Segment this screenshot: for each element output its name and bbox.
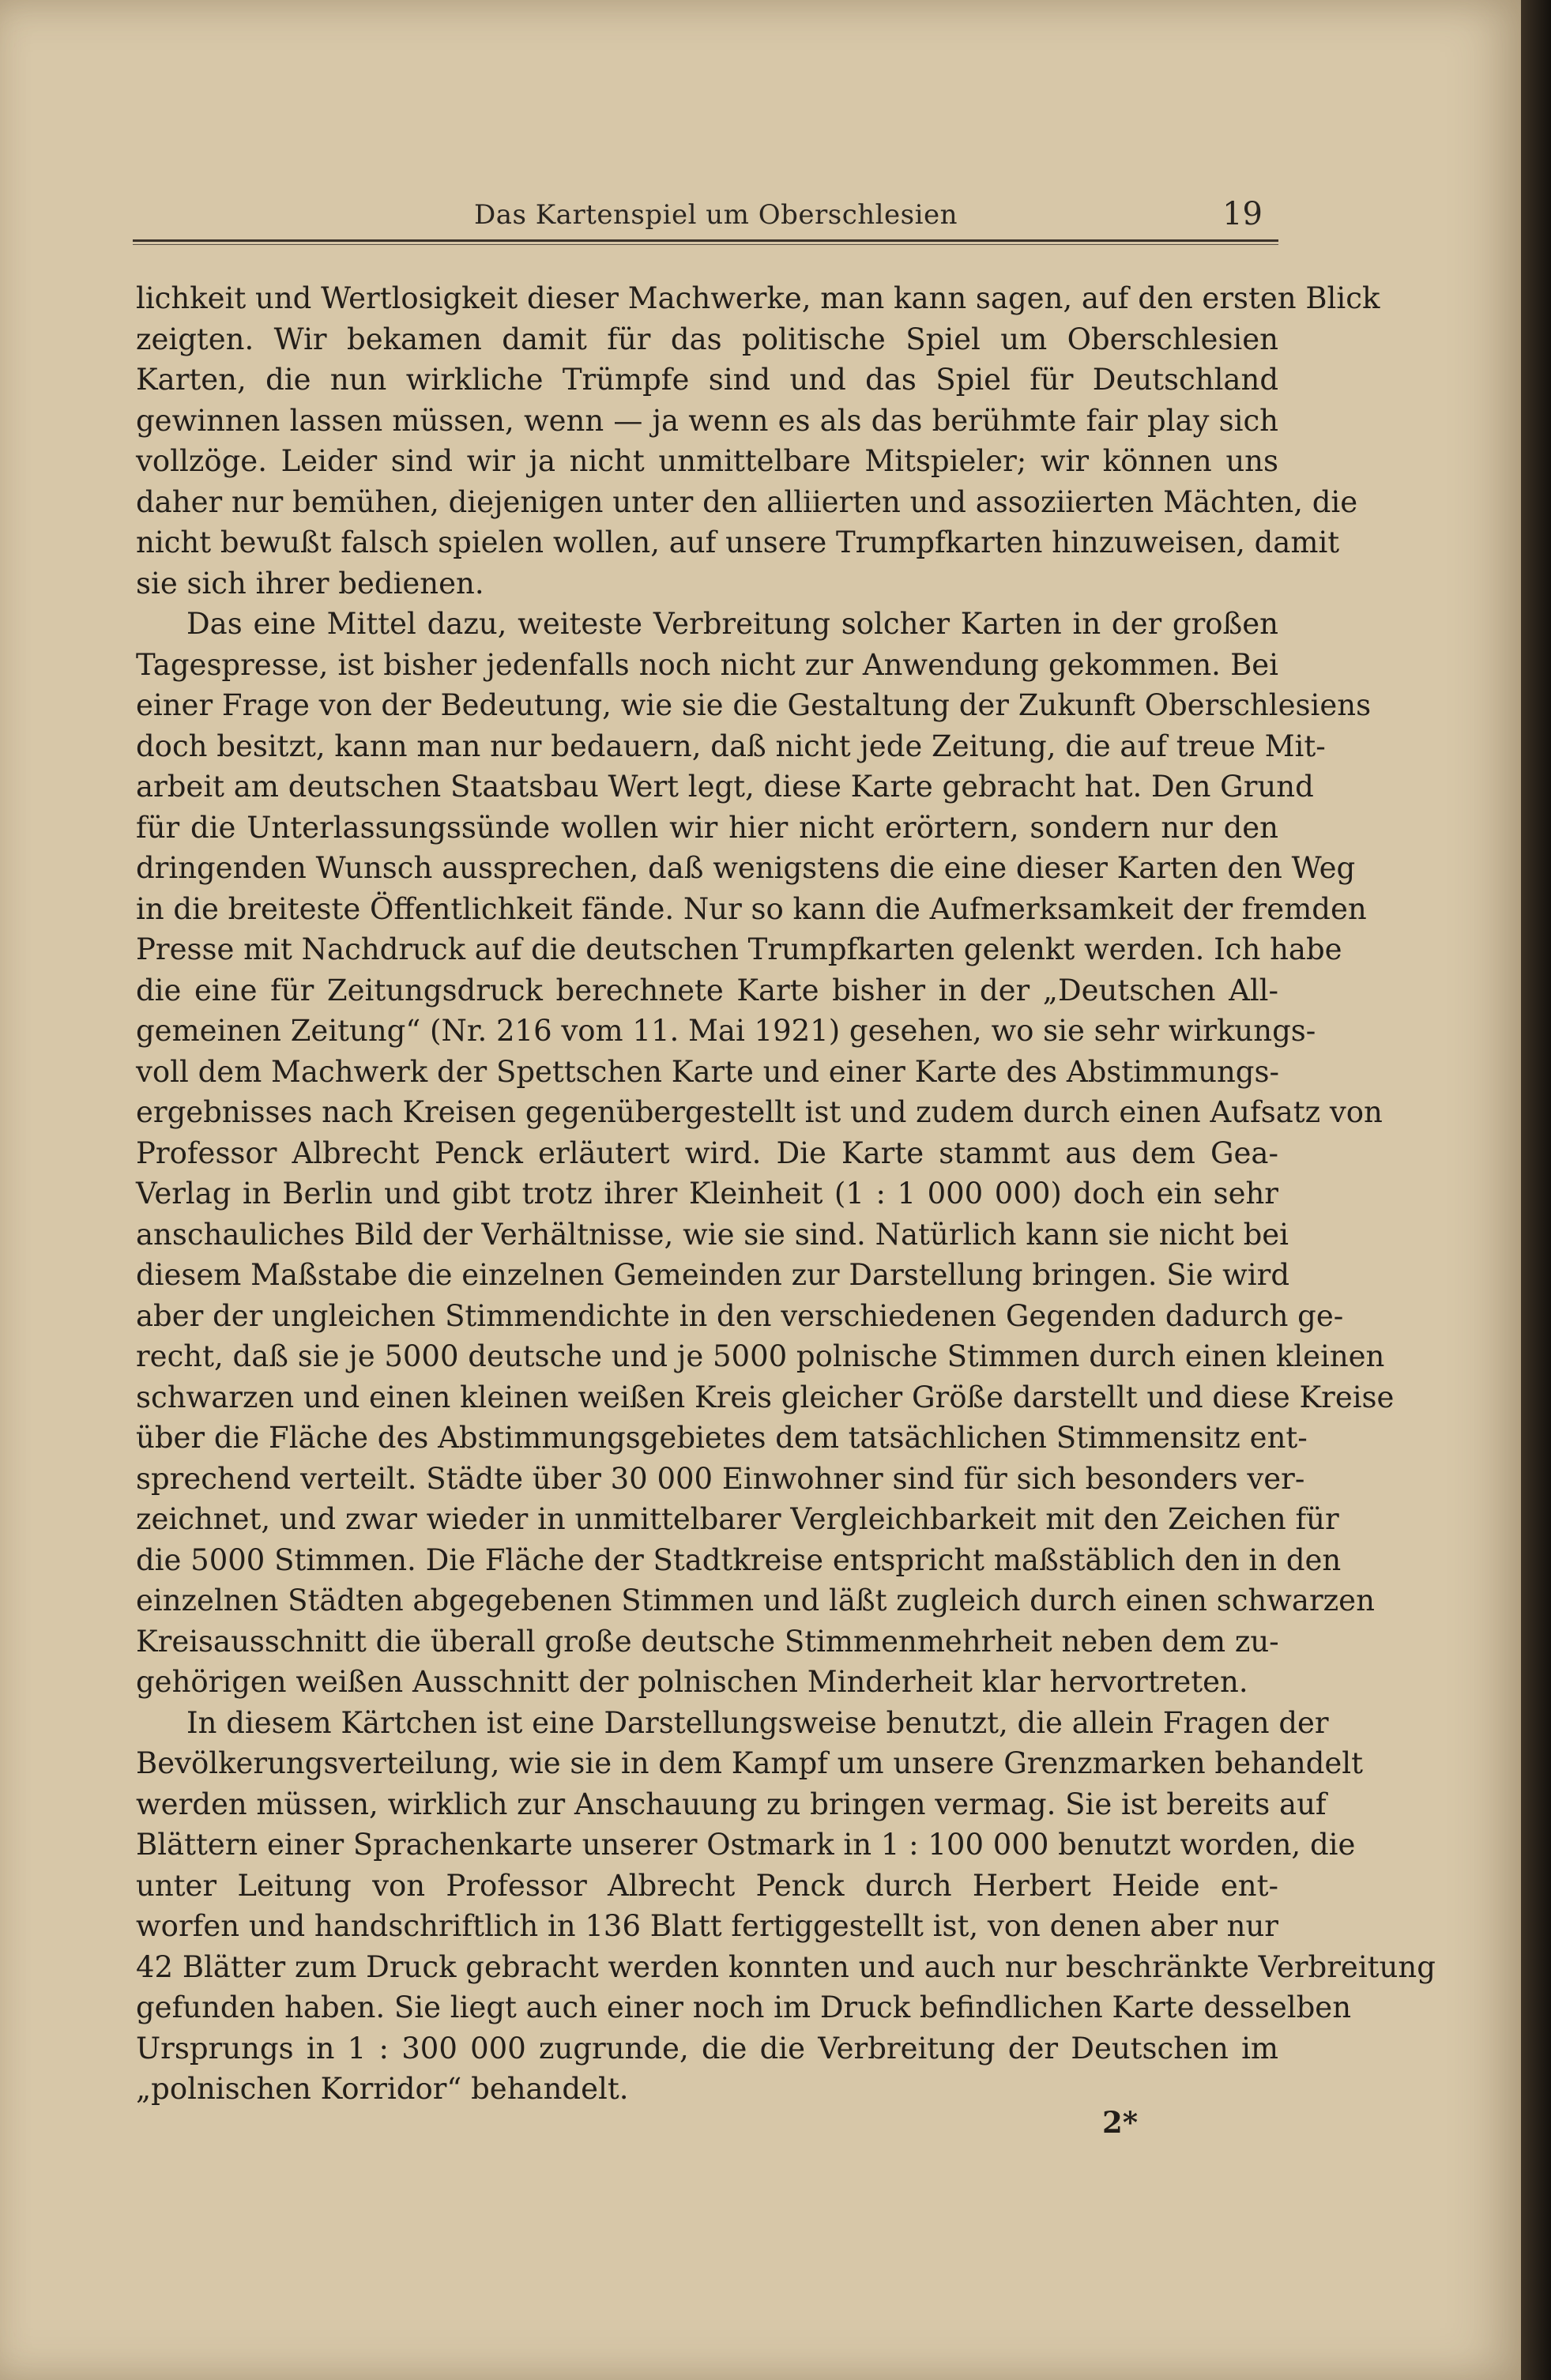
text-line: Presse mit Nachdruck auf die deutschen Trumpfkarten gelenkt werden. Ich habe [136, 932, 1342, 966]
text-line: ergebnisses nach Kreisen gegenübergestellt ist und zudem durch einen Aufsatz von [136, 1095, 1383, 1129]
text-line: die eine für Zeitungsdruck berechnete Karte bisher in der „Deutschen All- [136, 973, 1278, 1007]
text-line: 42 Blätter zum Druck gebracht werden konnten und auch nur beschränkte Verbreitung [136, 1949, 1436, 1984]
text-line: Kreisausschnitt die überall große deutsche Stimmenmehrheit neben dem zu- [136, 1624, 1279, 1659]
running-head: Das Kartenspiel um Oberschlesien [474, 199, 958, 231]
text-line: lichkeit und Wertlosigkeit dieser Machwerke, man kann sagen, auf den ersten Blick [136, 281, 1380, 315]
text-line: sie sich ihrer bedienen. [136, 566, 484, 601]
text-line: diesem Maßstabe die einzelnen Gemeinden zur Darstellung bringen. Sie wird [136, 1258, 1290, 1292]
text-line: In diesem Kärtchen ist eine Darstellungsweise benutzt, die allein Fragen der [186, 1705, 1329, 1740]
page-header [133, 196, 1278, 239]
text-line: gehörigen weißen Ausschnitt der polnischen Minderheit klar hervortreten. [136, 1665, 1248, 1699]
text-line: Das eine Mittel dazu, weiteste Verbreitung solcher Karten in der großen [186, 607, 1278, 641]
header-rule-thin [133, 244, 1278, 245]
text-line: einer Frage von der Bedeutung, wie sie die Gestaltung der Zukunft Oberschlesiens [136, 688, 1372, 722]
text-line: Blättern einer Sprachenkarte unserer Ostmark in 1 : 100 000 benutzt worden, die [136, 1828, 1356, 1862]
text-line: vollzöge. Leider sind wir ja nicht unmittelbare Mitspieler; wir können uns [136, 444, 1278, 478]
text-line: Ursprungs in 1 : 300 000 zugrunde, die die Verbreitung der Deutschen im [136, 2031, 1278, 2066]
text-line: schwarzen und einen kleinen weißen Kreis gleicher Größe darstellt und diese Kreise [136, 1380, 1395, 1414]
page-number: 19 [1222, 196, 1263, 232]
text-line: doch besitzt, kann man nur bedauern, daß nicht jede Zeitung, die auf treue Mit- [136, 729, 1326, 763]
text-line: daher nur bemühen, diejenigen unter den alliierten und assoziierten Mächten, die [136, 484, 1358, 519]
text-line: nicht bewußt falsch spielen wollen, auf unsere Trumpfkarten hinzuweisen, damit [136, 525, 1340, 559]
text-line: zeigten. Wir bekamen damit für das politische Spiel um Oberschlesien [136, 322, 1278, 356]
text-line: die 5000 Stimmen. Die Fläche der Stadtkreise entspricht maßstäblich den in den [136, 1542, 1342, 1577]
text-line: zeichnet, und zwar wieder in unmittelbarer Vergleichbarkeit mit den Zeichen für [136, 1502, 1339, 1536]
body-text [136, 278, 1436, 2110]
text-line: gemeinen Zeitung“ (Nr. 216 vom 11. Mai 1921) gesehen, wo sie sehr wirkungs- [136, 1014, 1316, 1048]
text-line: arbeit am deutschen Staatsbau Wert legt, diese Karte gebracht hat. Den Grund [136, 770, 1314, 804]
header-rule [133, 239, 1278, 242]
text-line: werden müssen, wirklich zur Anschauung zu bringen vermag. Sie ist bereits auf [136, 1787, 1327, 1821]
text-line: voll dem Machwerk der Spettschen Karte und einer Karte des Abstimmungs- [136, 1054, 1279, 1089]
text-line: recht, daß sie je 5000 deutsche und je 5000 polnische Stimmen durch einen kleinen [136, 1339, 1385, 1373]
text-line: worfen und handschriftlich in 136 Blatt fertiggestellt ist, von denen aber nur [136, 1909, 1278, 1943]
text-line: in die breiteste Öffentlichkeit fände. Nur so kann die Aufmerksamkeit der fremden [136, 891, 1367, 926]
signature-mark: 2* [1102, 2105, 1139, 2140]
text-line: über die Fläche des Abstimmungsgebietes dem tatsächlichen Stimmensitz ent- [136, 1421, 1308, 1455]
text-line: „polnischen Korridor“ behandelt. [136, 2072, 629, 2106]
text-line: für die Unterlassungssünde wollen wir hier nicht erörtern, sondern nur den [136, 810, 1278, 845]
text-line: Karten, die nun wirkliche Trümpfe sind und das Spiel für Deutschland [136, 363, 1278, 397]
text-line: Verlag in Berlin und gibt trotz ihrer Kleinheit (1 : 1 000 000) doch ein sehr [136, 1177, 1278, 1211]
text-line: gewinnen lassen müssen, wenn — ja wenn es als das berühmte fair play sich [136, 403, 1278, 438]
text-line: anschauliches Bild der Verhältnisse, wie sie sind. Natürlich kann sie nicht bei [136, 1217, 1289, 1252]
text-line: Professor Albrecht Penck erläutert wird. Die Karte stammt aus dem Gea- [136, 1135, 1278, 1170]
text-line: sprechend verteilt. Städte über 30 000 Einwohner sind für sich besonders ver- [136, 1461, 1305, 1496]
text-line: dringenden Wunsch aussprechen, daß wenigstens die eine dieser Karten den Weg [136, 851, 1356, 885]
text-line: Bevölkerungsverteilung, wie sie in dem Kampf um unsere Grenzmarken behandelt [136, 1746, 1363, 1780]
text-line: unter Leitung von Professor Albrecht Penck durch Herbert Heide ent- [136, 1868, 1278, 1903]
text-line: gefunden haben. Sie liegt auch einer noch im Druck befindlichen Karte desselben [136, 1990, 1352, 2024]
text-line: einzelnen Städten abgegebenen Stimmen und läßt zugleich durch einen schwarzen [136, 1584, 1375, 1617]
text-line: aber der ungleichen Stimmendichte in den verschiedenen Gegenden dadurch ge- [136, 1298, 1344, 1333]
page-edge [1521, 0, 1551, 2380]
text-line: Tagespresse, ist bisher jedenfalls noch nicht zur Anwendung gekommen. Bei [136, 647, 1278, 682]
